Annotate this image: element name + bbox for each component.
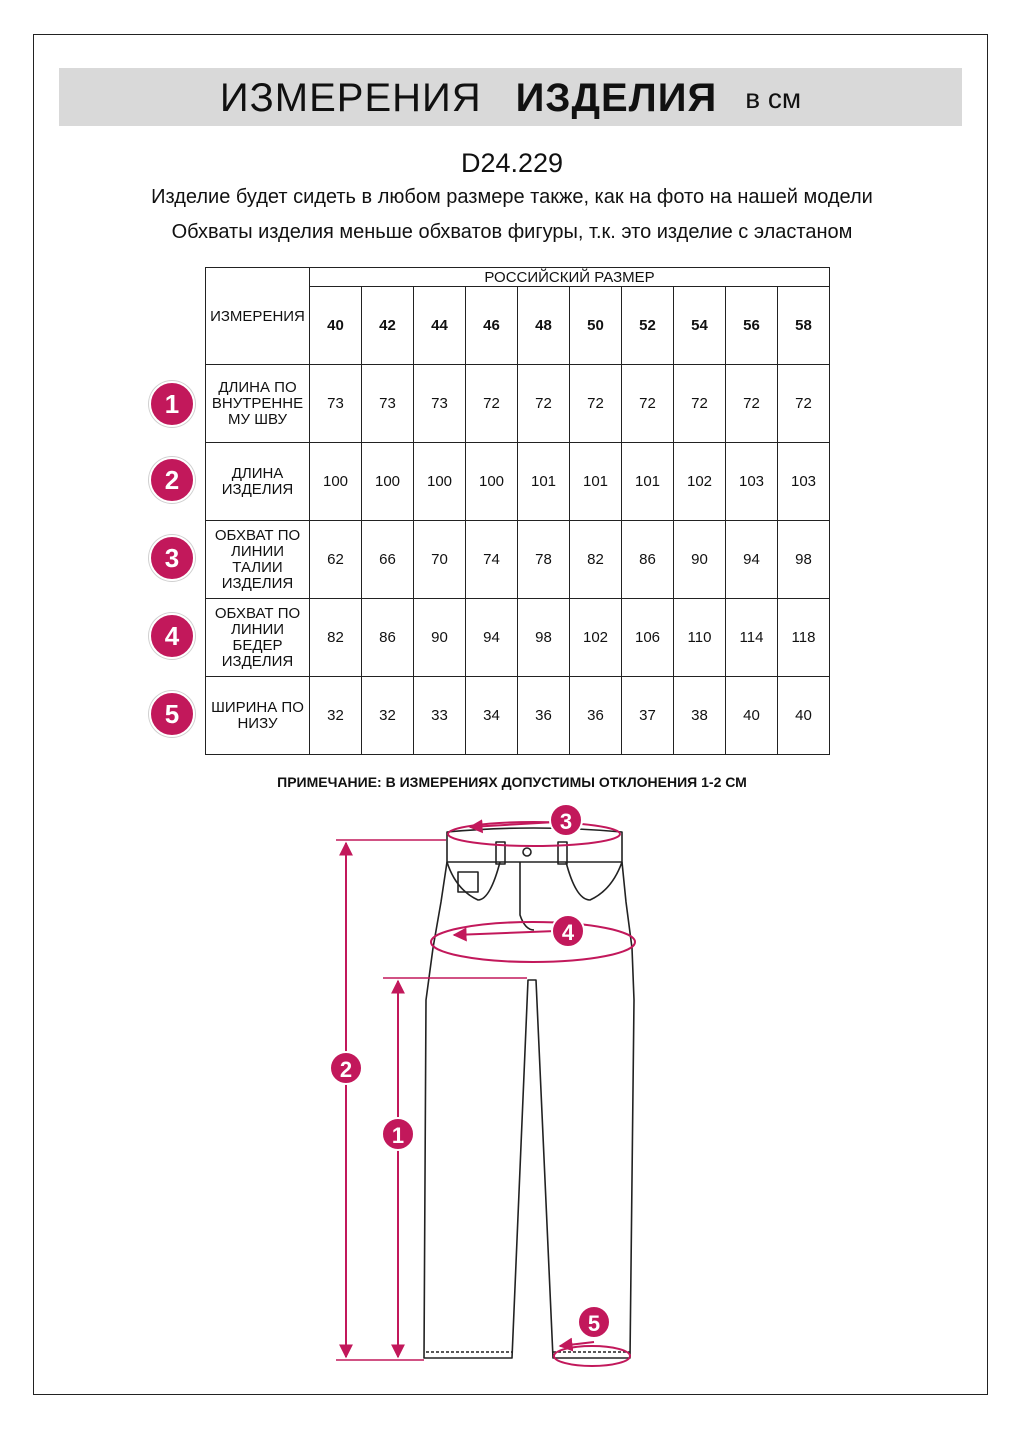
waist-ellipse <box>448 822 620 846</box>
title-part1: ИЗМЕРЕНИЯ <box>219 76 482 120</box>
fit-note: Изделие будет сидеть в любом размере также, как на фото на нашей модели <box>151 186 873 208</box>
table-cell: 72 <box>622 365 674 443</box>
size-header: 52 <box>622 287 674 365</box>
table-cell: 101 <box>622 443 674 521</box>
size-header: 50 <box>570 287 622 365</box>
table-cell: 74 <box>466 521 518 599</box>
jeans-outline <box>424 828 634 1358</box>
table-cell: 86 <box>362 599 414 677</box>
elastane-note: Обхваты изделия меньше обхватов фигуры, т.к. это изделие с эластаном <box>171 221 853 243</box>
table-cell: 40 <box>778 677 830 755</box>
hem-ellipse <box>554 1346 630 1366</box>
table-cell: 100 <box>414 443 466 521</box>
table-row <box>206 677 830 755</box>
article-number: D24.229 <box>460 148 564 178</box>
hip-ellipse <box>431 922 635 962</box>
deviation-remark: ПРИМЕЧАНИЕ: В ИЗМЕРЕНИЯХ ДОПУСТИМЫ ОТКЛОНЕНИЯ 1-2 СМ <box>277 774 747 790</box>
coin-pocket <box>458 872 478 892</box>
diagram-badge-5 <box>578 1306 610 1338</box>
table-cell: 102 <box>674 443 726 521</box>
table-cell: 40 <box>726 677 778 755</box>
table-cell: 36 <box>570 677 622 755</box>
table-cell: 100 <box>362 443 414 521</box>
table-cell: 86 <box>622 521 674 599</box>
table-cell: 73 <box>310 365 362 443</box>
badge-label: 4 <box>561 920 575 945</box>
badge-label: 1 <box>391 1123 405 1148</box>
table-cell: 32 <box>362 677 414 755</box>
table-row <box>206 521 830 599</box>
fly-stitch <box>520 862 534 930</box>
table-cell: 72 <box>778 365 830 443</box>
table-cell: 90 <box>414 599 466 677</box>
table-cell: 38 <box>674 677 726 755</box>
row-label-length: ДЛИНА ИЗДЕЛИЯ <box>206 443 310 521</box>
table-cell: 82 <box>310 599 362 677</box>
table-cell: 34 <box>466 677 518 755</box>
table-cell: 118 <box>778 599 830 677</box>
row-marker-1: 1 <box>149 381 195 427</box>
badge-label: 2 <box>339 1057 353 1082</box>
table-cell: 101 <box>518 443 570 521</box>
badge-label: 3 <box>559 809 573 834</box>
table-cell: 72 <box>518 365 570 443</box>
size-header: 48 <box>518 287 570 365</box>
size-header: 56 <box>726 287 778 365</box>
size-header: 54 <box>674 287 726 365</box>
table-cell: 103 <box>778 443 830 521</box>
table-cell: 32 <box>310 677 362 755</box>
title-banner <box>59 68 962 126</box>
table-cell: 73 <box>362 365 414 443</box>
table-cell: 36 <box>518 677 570 755</box>
badge-label: 5 <box>587 1311 601 1336</box>
diagram-badge-2 <box>330 1052 362 1084</box>
size-header: 46 <box>466 287 518 365</box>
table-row <box>206 443 830 521</box>
table-cell: 102 <box>570 599 622 677</box>
title-unit: в см <box>745 83 802 114</box>
table-cell: 72 <box>466 365 518 443</box>
table-cell: 94 <box>466 599 518 677</box>
table-cell: 110 <box>674 599 726 677</box>
title-part2: ИЗДЕЛИЯ <box>515 76 718 120</box>
table-cell: 70 <box>414 521 466 599</box>
size-header: 40 <box>310 287 362 365</box>
table-cell: 100 <box>466 443 518 521</box>
size-header: 44 <box>414 287 466 365</box>
hip-arrow <box>454 931 556 935</box>
size-header: 58 <box>778 287 830 365</box>
table-cell: 72 <box>674 365 726 443</box>
table-cell: 103 <box>726 443 778 521</box>
diagram-badge-1 <box>382 1118 414 1150</box>
table-cell: 78 <box>518 521 570 599</box>
row-marker-4: 4 <box>149 613 195 659</box>
table-cell: 101 <box>570 443 622 521</box>
row-marker-3: 3 <box>149 535 195 581</box>
table-cell: 100 <box>310 443 362 521</box>
table-cell: 82 <box>570 521 622 599</box>
row-label-hip: ОБХВАТ ПО ЛИНИИ БЕДЕР ИЗДЕЛИЯ <box>206 599 310 677</box>
button <box>523 848 531 856</box>
table-cell: 72 <box>726 365 778 443</box>
table-cell: 94 <box>726 521 778 599</box>
row-label-inseam: ДЛИНА ПО ВНУТРЕННЕ МУ ШВУ <box>206 365 310 443</box>
table-cell: 62 <box>310 521 362 599</box>
size-group-header: РОССИЙСКИЙ РАЗМЕР <box>310 268 830 287</box>
trouser-body <box>424 862 634 1358</box>
table-cell: 72 <box>570 365 622 443</box>
table-cell: 37 <box>622 677 674 755</box>
table-cell: 106 <box>622 599 674 677</box>
table-cell: 90 <box>674 521 726 599</box>
measurements-header: ИЗМЕРЕНИЯ <box>206 268 310 365</box>
table-cell: 114 <box>726 599 778 677</box>
table-cell: 66 <box>362 521 414 599</box>
row-marker-5: 5 <box>149 691 195 737</box>
table-row <box>206 599 830 677</box>
row-label-waist: ОБХВАТ ПО ЛИНИИ ТАЛИИ ИЗДЕЛИЯ <box>206 521 310 599</box>
jeans-diagram <box>0 800 1024 1380</box>
front-pocket-left <box>447 862 500 900</box>
size-table <box>205 267 830 755</box>
table-cell: 98 <box>778 521 830 599</box>
table-cell: 98 <box>518 599 570 677</box>
size-header: 42 <box>362 287 414 365</box>
table-cell: 73 <box>414 365 466 443</box>
row-label-hem-width: ШИРИНА ПО НИЗУ <box>206 677 310 755</box>
table-cell: 33 <box>414 677 466 755</box>
front-pocket-right <box>566 862 622 900</box>
row-marker-2: 2 <box>149 457 195 503</box>
table-row <box>206 365 830 443</box>
diagram-badge-3 <box>550 804 582 836</box>
diagram-badge-4 <box>552 915 584 947</box>
